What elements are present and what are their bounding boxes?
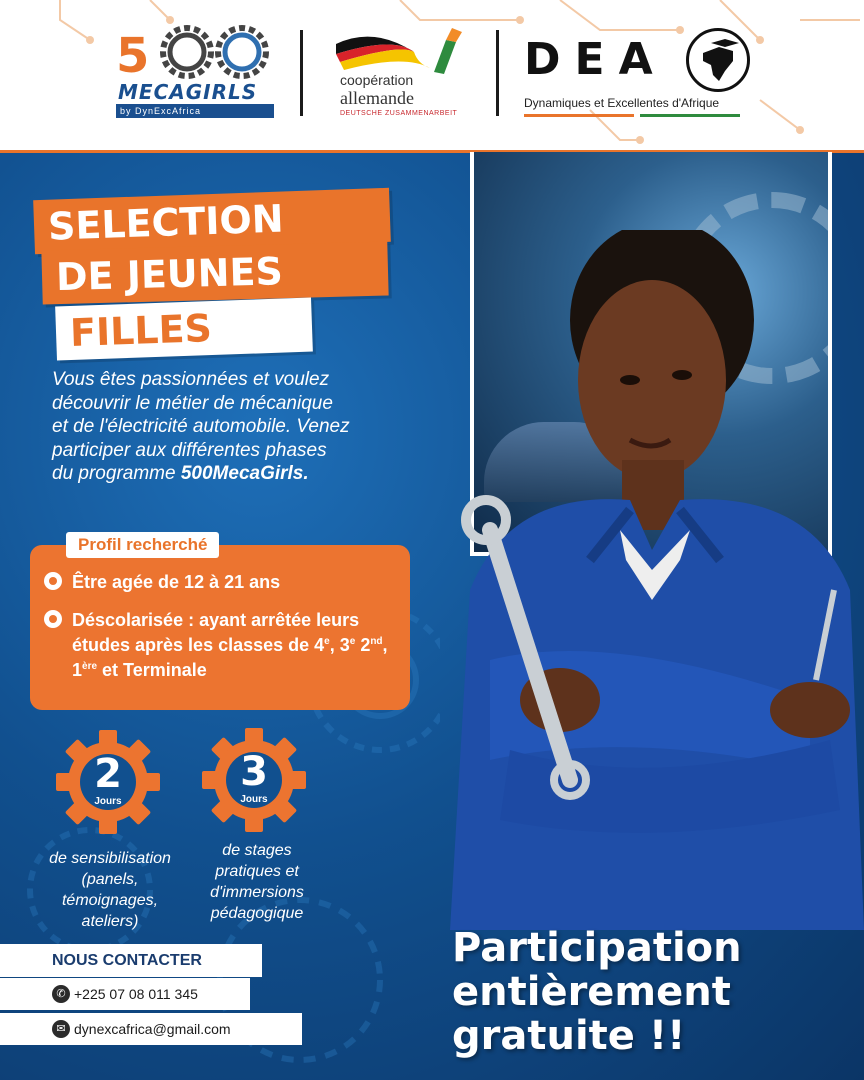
dea-logo	[520, 26, 750, 126]
mechanic-girl-image	[430, 230, 864, 930]
contact-phone-row	[0, 978, 250, 1010]
phone-icon: ✆	[52, 985, 70, 1003]
svg-text:5: 5	[116, 28, 150, 84]
flag-swoosh-icon	[334, 28, 474, 76]
dea-letters: DEA	[524, 34, 667, 85]
phase-gear	[202, 728, 306, 832]
phase-gear	[56, 730, 160, 834]
participation-text	[452, 926, 864, 1058]
header-divider	[496, 30, 499, 116]
phase-caption: de sensibilisation (panels, témoignages, ateliers)	[49, 850, 171, 930]
contact-email-row	[0, 1013, 302, 1045]
phase-number: 2	[94, 751, 122, 797]
header-bar	[0, 0, 864, 153]
africa-graduate-icon	[686, 28, 750, 92]
coop-line2: allemande	[340, 88, 414, 108]
profile-title: Profil recherché	[66, 532, 219, 558]
participation-line2: entièrement	[452, 969, 731, 1015]
phase-unit: Jours	[94, 796, 122, 807]
email-icon: ✉	[52, 1020, 70, 1038]
coop-line1: coopération	[340, 72, 414, 88]
criterion-text: Être agée de 12 à 21 ans	[72, 572, 281, 592]
criterion-item	[44, 572, 394, 593]
logo-name: MECAGIRLS	[118, 80, 258, 104]
criterion-text: Déscolarisée : ayant arrêtée leurs études après les classes de 4e, 3e 2nd, 1ère et Terminale	[72, 610, 388, 680]
coop-line3: DEUTSCHE ZUSAMMENARBEIT	[340, 110, 458, 117]
intro-body: Vous êtes passionnées et voulez découvrir le métier de mécanique et de l'électricité automobile. Venez participer aux différentes phases du programme	[52, 369, 350, 484]
contact-heading-bar	[0, 944, 262, 977]
title-line1: SELECTION	[33, 188, 391, 254]
gear-bullet-icon	[44, 572, 62, 590]
dea-underline-orange	[524, 114, 634, 117]
phase-number: 3	[240, 749, 268, 795]
intro-program: 500MecaGirls.	[180, 463, 309, 484]
intro-text	[52, 368, 352, 486]
logo-byline: by DynExcAfrica	[116, 104, 274, 118]
contact-heading: NOUS CONTACTER	[52, 952, 202, 969]
header-divider	[300, 30, 303, 116]
dea-subtitle: Dynamiques et Excellentes d'Afrique	[524, 96, 720, 110]
contact-email[interactable]: dynexcafrica@gmail.com	[74, 1021, 231, 1037]
phase-unit: Jours	[240, 794, 268, 805]
title-line3: FILLES	[55, 298, 313, 361]
contact-phone[interactable]: +225 07 08 011 345	[74, 986, 198, 1002]
title-line2: DE JEUNES	[41, 241, 388, 304]
cooperation-allemande-logo	[334, 28, 474, 128]
participation-line1: Participation	[452, 925, 742, 971]
dea-underline-green	[640, 114, 740, 117]
mecagirls-logo	[112, 24, 277, 124]
participation-line3: gratuite !!	[452, 1013, 686, 1059]
gear-bullet-icon	[44, 610, 62, 628]
phase-caption: de stages pratiques et d'immersions pédagogique	[210, 842, 304, 922]
criterion-item	[44, 610, 394, 681]
gear-logo-icon	[112, 24, 277, 84]
